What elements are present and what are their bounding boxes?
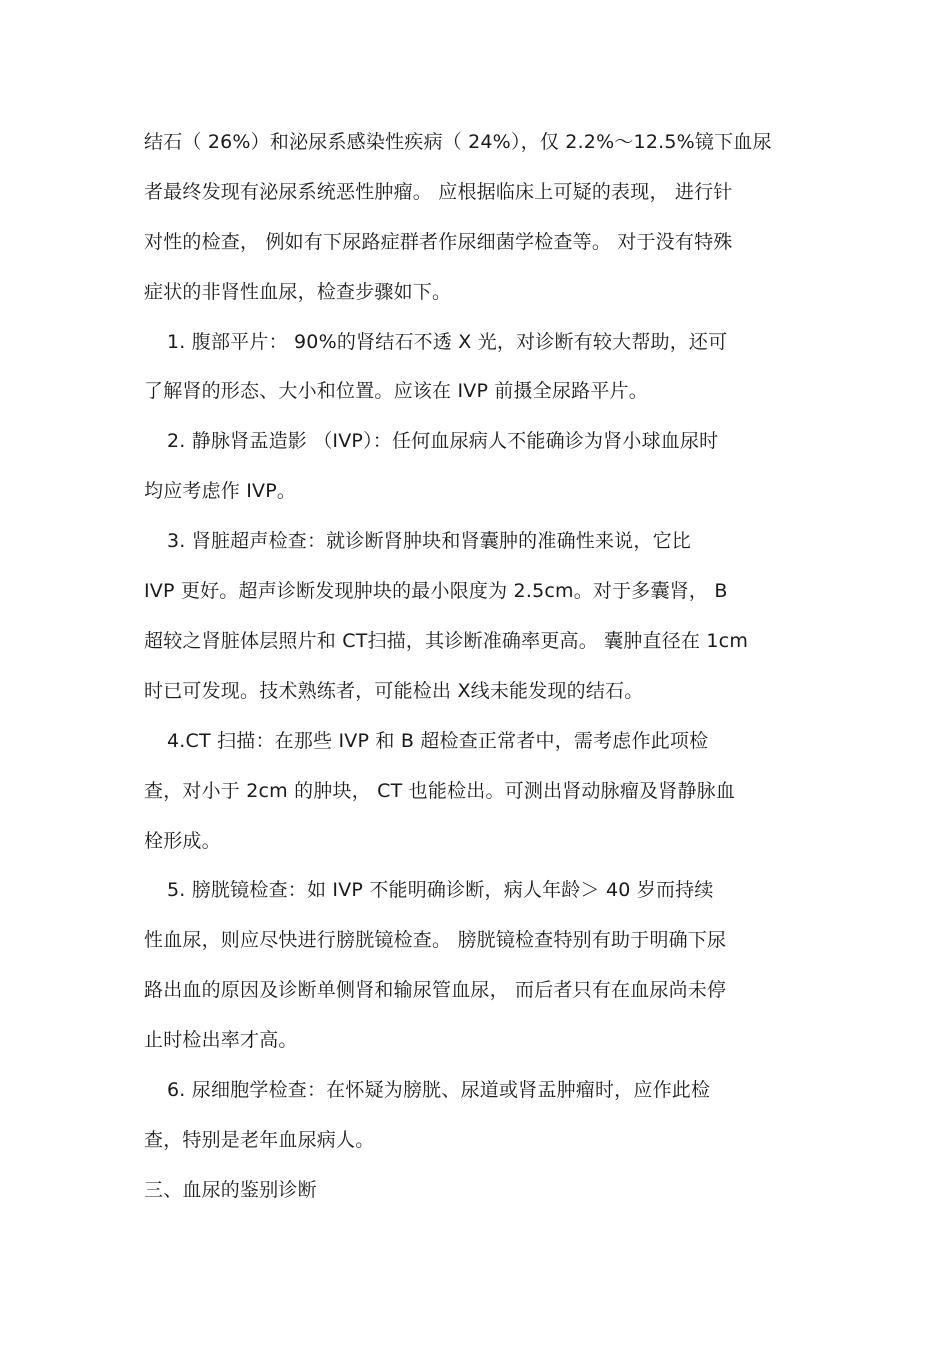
text-line: 者最终发现有泌尿系统恶性肿瘤。 应根据临床上可疑的表现， 进行针 [144,181,733,203]
list-item-3-line: 3. 肾脏超声检查：就诊断肾肿块和肾囊肿的准确性来说，它比 [167,530,691,552]
text-line: 性血尿，则应尽快进行膀胱镜检查。 膀胱镜检查特别有助于明确下尿 [144,929,727,951]
text-line: 均应考虑作 IVP。 [144,480,297,502]
list-item-5-line: 5. 膀胱镜检查：如 IVP 不能明确诊断，病人年龄＞ 40 岁而持续 [167,879,714,901]
text-line: 了解肾的形态、大小和位置。应该在 IVP 前摄全尿路平片。 [144,380,648,402]
text-line: 查，对小于 2cm 的肿块， CT 也能检出。可测出肾动脉瘤及肾静脉血 [144,780,736,802]
text-line: 超较之肾脏体层照片和 CT扫描，其诊断准确率更高。 囊肿直径在 1cm [144,630,749,652]
text-line: 症状的非肾性血尿，检查步骤如下。 [144,281,452,303]
list-item-4-line: 4.CT 扫描：在那些 IVP 和 B 超检查正常者中，需考虑作此项检 [167,730,709,752]
list-item-2-line: 2. 静脉肾盂造影 （IVP）：任何血尿病人不能确诊为肾小球血尿时 [167,430,719,452]
text-line: 路出血的原因及诊断单侧肾和输尿管血尿， 而后者只有在血尿尚未停 [144,979,727,1001]
text-line: 时已可发现。技术熟练者，可能检出 X线未能发现的结石。 [144,680,644,702]
text-line: IVP 更好。超声诊断发现肿块的最小限度为 2.5cm。对于多囊肾， B [144,580,728,602]
section-heading: 三、血尿的鉴别诊断 [144,1179,317,1201]
text-line: 对性的检查， 例如有下尿路症群者作尿细菌学检查等。 对于没有特殊 [144,231,733,253]
list-item-6-line: 6. 尿细胞学检查：在怀疑为膀胱、尿道或肾盂肿瘤时，应作此检 [167,1079,711,1101]
text-line: 结石（ 26%）和泌尿系感染性疾病（ 24%），仅 2.2%～12.5%镜下血尿 [144,131,772,153]
list-item-1-line: 1. 腹部平片： 90%的肾结石不透 X 光，对诊断有较大帮助，还可 [167,331,728,353]
text-line: 查，特别是老年血尿病人。 [144,1129,375,1151]
text-line: 栓形成。 [144,830,221,852]
text-line: 止时检出率才高。 [144,1029,298,1051]
